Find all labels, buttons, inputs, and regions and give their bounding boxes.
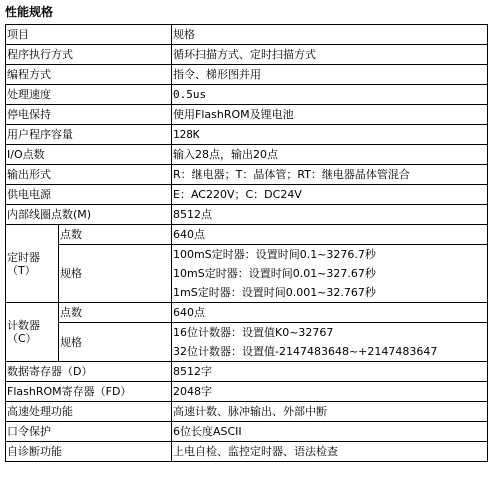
row-value: 128K bbox=[172, 125, 488, 145]
row-label: I/O点数 bbox=[6, 145, 172, 165]
row-label: 供电电源 bbox=[6, 185, 172, 205]
table-row bbox=[6, 65, 488, 85]
row-value: 使用FlashROM及锂电池 bbox=[172, 105, 488, 125]
counter-spec-line: 16位计数器：设置值K0~32767 bbox=[173, 326, 334, 339]
timer-label-line1: 定时器 bbox=[7, 250, 40, 264]
row-label: 内部线圈点数(M) bbox=[6, 205, 172, 225]
row-value: 2048字 bbox=[172, 382, 488, 402]
timer-spec-label: 规格 bbox=[59, 245, 172, 303]
row-label: 程序执行方式 bbox=[6, 45, 172, 65]
counter-spec-line: 32位计数器：设置值-2147483648~+2147483647 bbox=[173, 345, 438, 358]
counter-spec-values bbox=[172, 323, 488, 362]
timer-spec-values bbox=[172, 245, 488, 303]
table-row bbox=[6, 205, 488, 225]
table-row bbox=[6, 185, 488, 205]
row-value: 8512字 bbox=[172, 362, 488, 382]
header-spec: 规格 bbox=[172, 25, 488, 45]
table-row bbox=[6, 402, 488, 422]
row-label: 处理速度 bbox=[6, 85, 172, 105]
table-row bbox=[6, 303, 488, 323]
table-row bbox=[6, 382, 488, 402]
timer-group-label bbox=[6, 225, 59, 303]
table-row bbox=[6, 245, 488, 303]
table-row bbox=[6, 125, 488, 145]
row-value: E：AC220V；C：DC24V bbox=[172, 185, 488, 205]
row-value: 6位长度ASCII bbox=[172, 422, 488, 442]
table-row bbox=[6, 85, 488, 105]
table-header-row bbox=[6, 25, 488, 45]
row-label: 高速处理功能 bbox=[6, 402, 172, 422]
row-label: 用户程序容量 bbox=[6, 125, 172, 145]
table-row bbox=[6, 323, 488, 362]
row-value: 8512点 bbox=[172, 205, 488, 225]
counter-points-value: 640点 bbox=[172, 303, 488, 323]
counter-label-line1: 计数器 bbox=[7, 319, 40, 332]
counter-points-label: 点数 bbox=[59, 303, 172, 323]
counter-spec-label: 规格 bbox=[59, 323, 172, 362]
row-label: 停电保持 bbox=[6, 105, 172, 125]
row-value: 高速计数、脉冲输出、外部中断 bbox=[172, 402, 488, 422]
row-label: FlashROM寄存器（FD） bbox=[6, 382, 172, 402]
table-row bbox=[6, 165, 488, 185]
table-row bbox=[6, 422, 488, 442]
row-label: 数据寄存器（D） bbox=[6, 362, 172, 382]
table-row bbox=[6, 442, 488, 462]
row-label: 自诊断功能 bbox=[6, 442, 172, 462]
row-value: R：继电器；T：晶体管；RT：继电器晶体管混合 bbox=[172, 165, 488, 185]
row-label: 输出形式 bbox=[6, 165, 172, 185]
counter-group-label bbox=[6, 303, 59, 362]
row-value: 指令、梯形图并用 bbox=[172, 65, 488, 85]
table-row bbox=[6, 362, 488, 382]
row-value: 上电自检、监控定时器、语法检查 bbox=[172, 442, 488, 462]
page-title: 性能规格 bbox=[5, 5, 54, 19]
header-item: 项目 bbox=[6, 25, 172, 45]
table-row bbox=[6, 45, 488, 65]
counter-label-line2: （C） bbox=[7, 332, 37, 345]
timer-spec-line: 10mS定时器：设置时间0.01~327.67秒 bbox=[173, 267, 376, 280]
table-row bbox=[6, 225, 488, 245]
table-row bbox=[6, 145, 488, 165]
timer-label-line2: （T） bbox=[7, 263, 36, 277]
row-label: 口令保护 bbox=[6, 422, 172, 442]
row-value: 循环扫描方式、定时扫描方式 bbox=[172, 45, 488, 65]
timer-points-value: 640点 bbox=[172, 225, 488, 245]
row-label: 编程方式 bbox=[6, 65, 172, 85]
row-value: 0.5us bbox=[172, 85, 488, 105]
timer-spec-line: 1mS定时器：设置时间0.001~32.767秒 bbox=[173, 286, 376, 299]
timer-spec-line: 100mS定时器：设置时间0.1~3276.7秒 bbox=[173, 248, 376, 261]
table-row bbox=[6, 105, 488, 125]
timer-points-label: 点数 bbox=[59, 225, 172, 245]
row-value: 输入28点，输出20点 bbox=[172, 145, 488, 165]
spec-table bbox=[5, 24, 488, 462]
